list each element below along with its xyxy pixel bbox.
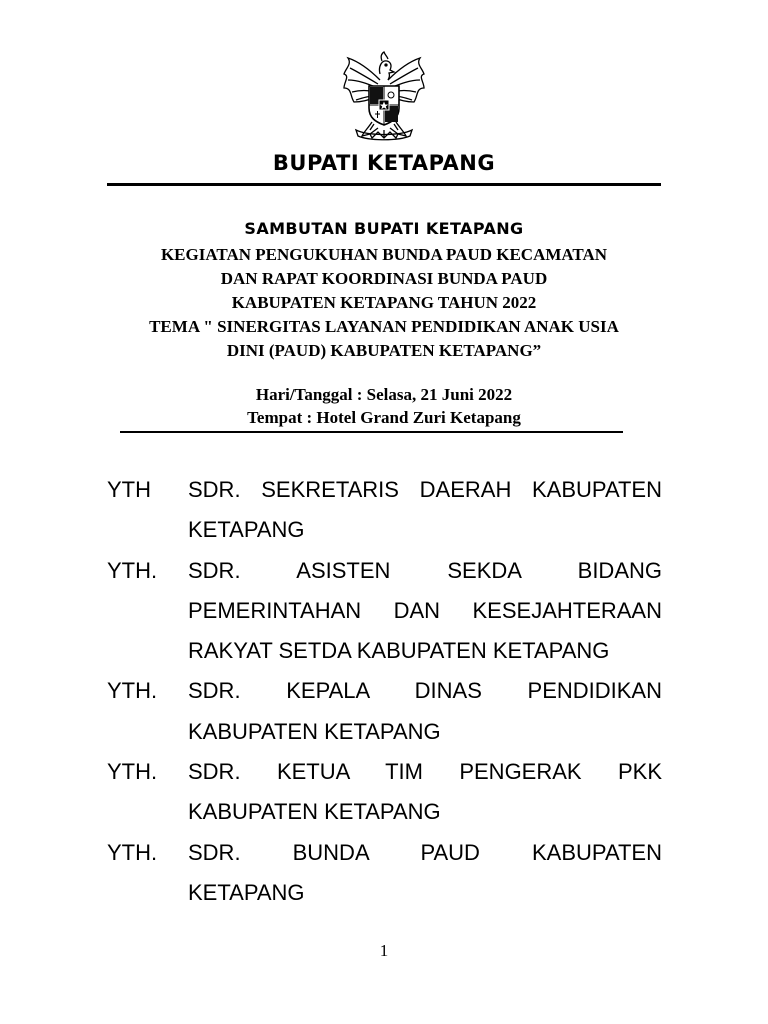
salutation-text: SDR. BUNDA PAUD KABUPATEN xyxy=(188,839,662,865)
subtitle-line: DINI (PAUD) KABUPATEN KETAPANG” xyxy=(226,341,542,360)
salutation-label: YTH. xyxy=(107,678,158,704)
salutation-row xyxy=(107,551,662,591)
salutation-row xyxy=(107,833,662,873)
subtitle-line: KABUPATEN KETAPANG TAHUN 2022 xyxy=(231,293,537,312)
salutation-text: KETAPANG xyxy=(188,517,305,543)
salutation-row-continued xyxy=(107,510,662,550)
salutation-text: SDR. SEKRETARIS DAERAH KABUPATEN xyxy=(188,477,662,502)
salutation-row-continued xyxy=(107,712,662,752)
subtitle-line: DAN RAPAT KOORDINASI BUNDA PAUD xyxy=(220,269,548,288)
event-details xyxy=(0,383,768,429)
salutation-text: RAKYAT SETDA KABUPATEN KETAPANG xyxy=(188,638,610,664)
salutation-label: YTH. xyxy=(107,557,158,583)
event-date: Hari/Tanggal : Selasa, 21 Juni 2022 xyxy=(255,385,513,404)
event-place: Tempat : Hotel Grand Zuri Ketapang xyxy=(247,408,521,427)
garuda-emblem-icon xyxy=(334,50,434,145)
salutation-text: SDR. KEPALA DINAS PENDIDIKAN xyxy=(188,678,662,704)
speech-subtitle xyxy=(100,243,668,363)
salutation-label: YTH. xyxy=(107,839,158,865)
salutation-text: KABUPATEN KETAPANG xyxy=(188,799,441,825)
salutation-row xyxy=(107,470,662,510)
salutation-text: KABUPATEN KETAPANG xyxy=(188,718,441,744)
salutation-row xyxy=(107,671,662,711)
salutation-row-continued xyxy=(107,631,662,671)
salutation-text: SDR. KETUA TIM PENGERAK PKK xyxy=(188,759,662,785)
salutation-label: YTH. xyxy=(107,759,158,785)
salutation-list xyxy=(107,470,662,913)
salutation-row xyxy=(107,752,662,792)
salutation-row-continued xyxy=(107,591,662,631)
letterhead-divider xyxy=(107,183,661,186)
salutation-text: SDR. ASISTEN SEKDA BIDANG xyxy=(188,557,662,583)
subtitle-line: TEMA " SINERGITAS LAYANAN PENDIDIKAN ANAK USIA xyxy=(149,317,619,336)
letterhead-title: BUPATI KETAPANG xyxy=(272,151,496,175)
speech-title: SAMBUTAN BUPATI KETAPANG xyxy=(244,219,524,238)
salutation-row-continued xyxy=(107,873,662,913)
salutation-label: YTH xyxy=(107,477,151,502)
salutation-row-continued xyxy=(107,792,662,832)
salutation-text: PEMERINTAHAN DAN KESEJAHTERAAN xyxy=(188,597,662,623)
details-divider xyxy=(120,431,623,433)
subtitle-line: KEGIATAN PENGUKUHAN BUNDA PAUD KECAMATAN xyxy=(160,245,608,264)
page-number: 1 xyxy=(379,941,389,960)
salutation-text: KETAPANG xyxy=(188,879,305,905)
